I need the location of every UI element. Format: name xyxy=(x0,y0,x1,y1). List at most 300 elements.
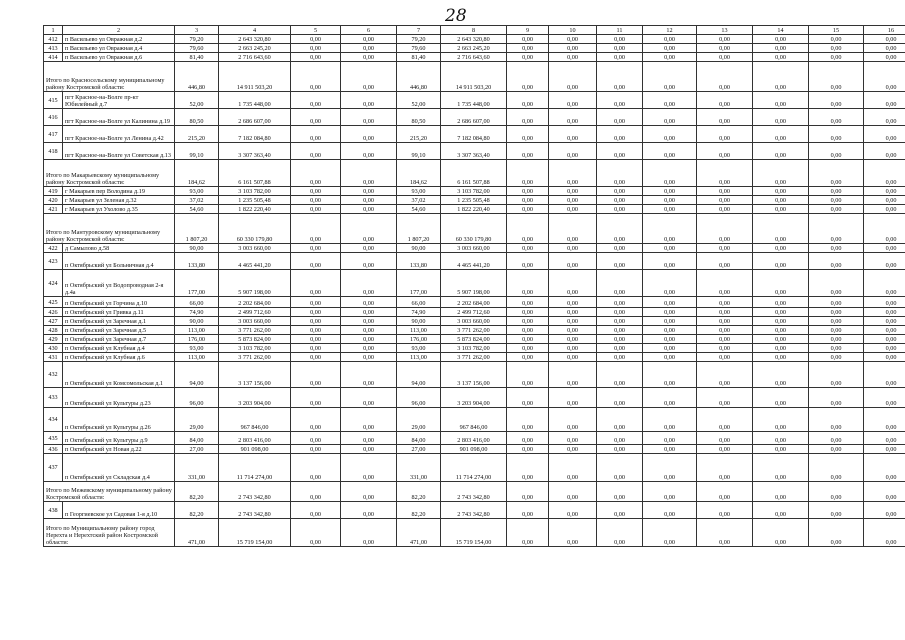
table-cell: 0,00 xyxy=(597,92,643,109)
table-cell: 0,00 xyxy=(809,502,864,519)
row-number: 422 xyxy=(44,244,63,253)
table-cell: 0,00 xyxy=(864,297,905,308)
table-cell: 0,00 xyxy=(809,519,864,547)
table-cell: 1 735 448,00 xyxy=(441,92,507,109)
table-cell: 0,00 xyxy=(864,244,905,253)
table-cell: 0,00 xyxy=(864,317,905,326)
table-cell: 5 907 198,00 xyxy=(219,270,291,297)
table-cell: 0,00 xyxy=(597,253,643,270)
column-header: 8 xyxy=(441,26,507,35)
table-cell: 80,50 xyxy=(397,109,441,126)
table-cell: 0,00 xyxy=(643,270,697,297)
table-cell: 0,00 xyxy=(549,317,597,326)
table-cell: 184,62 xyxy=(175,160,219,187)
table-cell: 1 807,20 xyxy=(397,214,441,244)
column-header: 15 xyxy=(809,26,864,35)
table-cell: 0,00 xyxy=(291,44,341,53)
table-cell: 0,00 xyxy=(549,353,597,362)
table-cell: 1 235 505,48 xyxy=(441,196,507,205)
table-cell: 0,00 xyxy=(507,109,549,126)
table-cell: 0,00 xyxy=(864,454,905,482)
table-cell: 0,00 xyxy=(549,35,597,44)
table-cell: 0,00 xyxy=(549,160,597,187)
table-cell: 4 465 441,20 xyxy=(219,253,291,270)
table-cell: 6 161 507,88 xyxy=(441,160,507,187)
address-cell: п Октябрьский ул Культуры д.9 xyxy=(63,432,175,445)
table-cell: 0,00 xyxy=(549,214,597,244)
table-cell: 15 719 154,00 xyxy=(219,519,291,547)
table-cell: 0,00 xyxy=(809,362,864,388)
table-cell: 0,00 xyxy=(597,205,643,214)
table-cell: 471,00 xyxy=(175,519,219,547)
table-cell: 0,00 xyxy=(597,344,643,353)
subtotal-row xyxy=(44,62,905,92)
address-cell: п Октябрьский ул Складская д.4 xyxy=(63,454,175,482)
table-cell: 0,00 xyxy=(753,344,809,353)
table-cell: 0,00 xyxy=(507,196,549,205)
table-cell: 4 465 441,20 xyxy=(441,253,507,270)
table-cell: 66,00 xyxy=(397,297,441,308)
column-header: 14 xyxy=(753,26,809,35)
table-cell: 54,60 xyxy=(175,205,219,214)
table-cell: 27,00 xyxy=(175,445,219,454)
table-row xyxy=(44,308,905,317)
table-cell: 0,00 xyxy=(549,362,597,388)
table-cell: 0,00 xyxy=(697,253,753,270)
row-number: 428 xyxy=(44,326,63,335)
table-cell: 0,00 xyxy=(507,317,549,326)
table-cell: 0,00 xyxy=(507,297,549,308)
table-cell: 5 873 824,00 xyxy=(219,335,291,344)
table-row xyxy=(44,270,905,297)
row-number: 417 xyxy=(44,126,63,143)
table-cell: 0,00 xyxy=(697,62,753,92)
table-cell: 0,00 xyxy=(864,362,905,388)
table-cell: 1 807,20 xyxy=(175,214,219,244)
address-cell: п Васильево ул Овражная д.4 xyxy=(63,44,175,53)
table-cell: 0,00 xyxy=(864,160,905,187)
table-cell: 96,00 xyxy=(397,388,441,408)
table-cell: 3 103 782,00 xyxy=(219,344,291,353)
table-cell: 0,00 xyxy=(864,445,905,454)
table-cell: 0,00 xyxy=(291,109,341,126)
table-cell: 0,00 xyxy=(341,270,397,297)
table-cell: 0,00 xyxy=(291,297,341,308)
table-cell: 0,00 xyxy=(864,482,905,502)
table-cell: 0,00 xyxy=(549,196,597,205)
table-cell: 0,00 xyxy=(597,35,643,44)
table-cell: 0,00 xyxy=(549,388,597,408)
table-cell: 0,00 xyxy=(341,502,397,519)
table-cell: 0,00 xyxy=(549,187,597,196)
row-number: 437 xyxy=(44,454,63,482)
table-cell: 0,00 xyxy=(697,408,753,432)
table-cell: 113,00 xyxy=(175,326,219,335)
table-cell: 0,00 xyxy=(864,62,905,92)
address-cell: п Васильево ул Овражная д.2 xyxy=(63,35,175,44)
table-cell: 0,00 xyxy=(809,126,864,143)
table-cell: 0,00 xyxy=(597,214,643,244)
table-cell: 0,00 xyxy=(549,109,597,126)
column-header: 1 xyxy=(44,26,63,35)
table-cell: 0,00 xyxy=(549,408,597,432)
table-cell: 0,00 xyxy=(643,187,697,196)
table-cell: 79,20 xyxy=(175,35,219,44)
table-cell: 0,00 xyxy=(341,196,397,205)
table-cell: 0,00 xyxy=(809,482,864,502)
table-cell: 0,00 xyxy=(697,196,753,205)
table-cell: 0,00 xyxy=(643,344,697,353)
table-cell: 3 307 363,40 xyxy=(219,143,291,160)
table-cell: 0,00 xyxy=(341,388,397,408)
table-cell: 0,00 xyxy=(597,408,643,432)
table-cell: 0,00 xyxy=(341,109,397,126)
table-cell: 0,00 xyxy=(753,35,809,44)
table-cell: 0,00 xyxy=(809,109,864,126)
table-cell: 0,00 xyxy=(753,270,809,297)
table-row xyxy=(44,109,905,126)
table-row xyxy=(44,297,905,308)
table-cell: 446,80 xyxy=(175,62,219,92)
table-cell: 37,02 xyxy=(175,196,219,205)
table-cell: 96,00 xyxy=(175,388,219,408)
table-cell: 0,00 xyxy=(753,143,809,160)
table-cell: 0,00 xyxy=(291,35,341,44)
table-cell: 0,00 xyxy=(864,388,905,408)
row-number: 429 xyxy=(44,335,63,344)
column-header: 7 xyxy=(397,26,441,35)
table-cell: 2 643 320,80 xyxy=(441,35,507,44)
address-cell: п Октябрьский ул Гривка д.11 xyxy=(63,308,175,317)
row-number: 435 xyxy=(44,432,63,445)
table-cell: 0,00 xyxy=(697,317,753,326)
table-cell: 2 743 342,80 xyxy=(441,502,507,519)
table-cell: 0,00 xyxy=(643,214,697,244)
table-cell: 0,00 xyxy=(507,205,549,214)
table-row xyxy=(44,317,905,326)
table-cell: 0,00 xyxy=(809,53,864,62)
table-cell: 2 499 712,60 xyxy=(441,308,507,317)
table-cell: 0,00 xyxy=(643,519,697,547)
table-cell: 0,00 xyxy=(549,126,597,143)
table-cell: 0,00 xyxy=(597,143,643,160)
table-cell: 2 499 712,60 xyxy=(219,308,291,317)
table-cell: 901 098,00 xyxy=(441,445,507,454)
table-cell: 0,00 xyxy=(864,308,905,317)
table-cell: 0,00 xyxy=(643,253,697,270)
table-cell: 79,60 xyxy=(397,44,441,53)
table-cell: 3 003 660,00 xyxy=(219,317,291,326)
table-cell: 0,00 xyxy=(549,432,597,445)
table-cell: 0,00 xyxy=(507,482,549,502)
table-cell: 0,00 xyxy=(597,187,643,196)
table-cell: 0,00 xyxy=(341,362,397,388)
table-row xyxy=(44,388,905,408)
table-cell: 0,00 xyxy=(341,53,397,62)
row-number: 432 xyxy=(44,362,63,388)
table-cell: 3 137 156,00 xyxy=(441,362,507,388)
table-cell: 0,00 xyxy=(864,205,905,214)
table-cell: 133,80 xyxy=(397,253,441,270)
table-cell: 0,00 xyxy=(597,126,643,143)
table-cell: 0,00 xyxy=(809,388,864,408)
row-number: 413 xyxy=(44,44,63,53)
column-header: 9 xyxy=(507,26,549,35)
table-cell: 0,00 xyxy=(809,270,864,297)
table-cell: 0,00 xyxy=(291,502,341,519)
table-cell: 0,00 xyxy=(507,92,549,109)
table-cell: 0,00 xyxy=(549,244,597,253)
table-cell: 60 330 179,80 xyxy=(219,214,291,244)
table-cell: 2 716 643,60 xyxy=(441,53,507,62)
table-cell: 0,00 xyxy=(753,253,809,270)
table-row xyxy=(44,335,905,344)
subtotal-label: Итого по Макарьевскому муниципальному району Костромской области: xyxy=(44,160,175,187)
table-cell: 0,00 xyxy=(643,408,697,432)
table-cell: 0,00 xyxy=(341,62,397,92)
table-cell: 113,00 xyxy=(175,353,219,362)
table-cell: 0,00 xyxy=(809,160,864,187)
table-cell: 81,40 xyxy=(175,53,219,62)
table-cell: 0,00 xyxy=(291,388,341,408)
table-cell: 0,00 xyxy=(864,326,905,335)
table-cell: 0,00 xyxy=(597,160,643,187)
table-cell: 0,00 xyxy=(697,388,753,408)
table-cell: 99,10 xyxy=(175,143,219,160)
subtotal-label: Итого по Мантуровскому муниципальному району Костромской области: xyxy=(44,214,175,244)
table-cell: 471,00 xyxy=(397,519,441,547)
table-cell: 0,00 xyxy=(809,62,864,92)
table-cell: 0,00 xyxy=(809,445,864,454)
table-cell: 0,00 xyxy=(697,502,753,519)
table-cell: 0,00 xyxy=(643,362,697,388)
table-cell: 0,00 xyxy=(597,196,643,205)
table-row xyxy=(44,244,905,253)
table-cell: 14 911 503,20 xyxy=(219,62,291,92)
table-cell: 54,60 xyxy=(397,205,441,214)
table-cell: 176,00 xyxy=(397,335,441,344)
table-cell: 184,62 xyxy=(397,160,441,187)
table-cell: 0,00 xyxy=(864,519,905,547)
row-number: 431 xyxy=(44,353,63,362)
table-cell: 0,00 xyxy=(507,353,549,362)
table-cell: 0,00 xyxy=(341,297,397,308)
table-cell: 0,00 xyxy=(643,326,697,335)
table-cell: 3 103 782,00 xyxy=(441,344,507,353)
table-cell: 0,00 xyxy=(341,454,397,482)
table-cell: 0,00 xyxy=(549,326,597,335)
table-cell: 0,00 xyxy=(697,432,753,445)
table-cell: 29,00 xyxy=(397,408,441,432)
table-cell: 0,00 xyxy=(549,62,597,92)
table-row xyxy=(44,408,905,432)
table-cell: 0,00 xyxy=(507,432,549,445)
table-cell: 113,00 xyxy=(397,326,441,335)
table-cell: 0,00 xyxy=(864,187,905,196)
table-cell: 0,00 xyxy=(549,44,597,53)
table-cell: 0,00 xyxy=(291,53,341,62)
table-cell: 0,00 xyxy=(643,109,697,126)
table-cell: 0,00 xyxy=(341,205,397,214)
table-row xyxy=(44,344,905,353)
row-number: 419 xyxy=(44,187,63,196)
table-cell: 0,00 xyxy=(507,445,549,454)
table-cell: 0,00 xyxy=(753,205,809,214)
address-cell: п Октябрьский ул Новая д.22 xyxy=(63,445,175,454)
table-cell: 0,00 xyxy=(753,502,809,519)
table-cell: 0,00 xyxy=(643,62,697,92)
subtotal-label: Итого по Муниципальному району город Нерехта и Нерехтский район Костромской области: xyxy=(44,519,175,547)
table-cell: 0,00 xyxy=(753,109,809,126)
table-cell: 0,00 xyxy=(643,44,697,53)
table-cell: 0,00 xyxy=(597,297,643,308)
table-cell: 1 235 505,48 xyxy=(219,196,291,205)
table-cell: 0,00 xyxy=(291,408,341,432)
table-cell: 0,00 xyxy=(697,35,753,44)
table-cell: 0,00 xyxy=(753,214,809,244)
table-cell: 0,00 xyxy=(549,482,597,502)
column-header: 10 xyxy=(549,26,597,35)
table-cell: 0,00 xyxy=(697,126,753,143)
table-cell: 967 846,00 xyxy=(219,408,291,432)
table-cell: 0,00 xyxy=(809,214,864,244)
subtotal-row xyxy=(44,160,905,187)
table-cell: 0,00 xyxy=(809,187,864,196)
table-cell: 0,00 xyxy=(341,126,397,143)
table-cell: 0,00 xyxy=(697,205,753,214)
table-cell: 0,00 xyxy=(597,317,643,326)
table-cell: 0,00 xyxy=(643,205,697,214)
table-cell: 0,00 xyxy=(549,502,597,519)
table-cell: 0,00 xyxy=(809,408,864,432)
table-cell: 3 103 782,00 xyxy=(219,187,291,196)
table-cell: 66,00 xyxy=(175,297,219,308)
table-cell: 0,00 xyxy=(809,205,864,214)
table-cell: 84,00 xyxy=(175,432,219,445)
table-row xyxy=(44,187,905,196)
table-cell: 99,10 xyxy=(397,143,441,160)
table-cell: 0,00 xyxy=(809,335,864,344)
table-cell: 0,00 xyxy=(291,317,341,326)
table-cell: 0,00 xyxy=(697,53,753,62)
table-cell: 0,00 xyxy=(809,143,864,160)
subtotal-row xyxy=(44,519,905,547)
table-cell: 0,00 xyxy=(753,244,809,253)
table-cell: 0,00 xyxy=(809,297,864,308)
row-number: 421 xyxy=(44,205,63,214)
table-cell: 0,00 xyxy=(549,253,597,270)
table-row xyxy=(44,353,905,362)
table-cell: 0,00 xyxy=(809,326,864,335)
table-row xyxy=(44,196,905,205)
table-cell: 0,00 xyxy=(341,445,397,454)
table-cell: 0,00 xyxy=(291,244,341,253)
table-cell: 0,00 xyxy=(597,519,643,547)
table-cell: 2 803 416,00 xyxy=(219,432,291,445)
address-cell: г Макарьев ул Ухолово д.35 xyxy=(63,205,175,214)
table-cell: 0,00 xyxy=(597,109,643,126)
table-cell: 0,00 xyxy=(291,92,341,109)
address-cell: г Макарьев пер Володина д.19 xyxy=(63,187,175,196)
row-number: 433 xyxy=(44,388,63,408)
table-cell: 0,00 xyxy=(341,335,397,344)
table-cell: 79,60 xyxy=(175,44,219,53)
table-cell: 0,00 xyxy=(291,160,341,187)
table-cell: 3 771 262,00 xyxy=(219,353,291,362)
table-cell: 0,00 xyxy=(753,126,809,143)
row-number: 426 xyxy=(44,308,63,317)
table-cell: 0,00 xyxy=(643,335,697,344)
table-cell: 0,00 xyxy=(864,92,905,109)
row-number: 430 xyxy=(44,344,63,353)
table-cell: 2 686 607,00 xyxy=(441,109,507,126)
row-number: 436 xyxy=(44,445,63,454)
table-cell: 0,00 xyxy=(291,344,341,353)
table-cell: 0,00 xyxy=(597,482,643,502)
table-cell: 0,00 xyxy=(597,326,643,335)
table-cell: 0,00 xyxy=(341,353,397,362)
table-cell: 0,00 xyxy=(864,35,905,44)
table-cell: 0,00 xyxy=(753,445,809,454)
table-cell: 2 686 607,00 xyxy=(219,109,291,126)
table-cell: 0,00 xyxy=(697,297,753,308)
table-cell: 52,00 xyxy=(397,92,441,109)
row-number: 423 xyxy=(44,253,63,270)
address-cell: п Октябрьский ул Заречная д.7 xyxy=(63,335,175,344)
table-cell: 0,00 xyxy=(864,335,905,344)
address-cell: пгт Красное-на-Волге ул Ленина д.42 xyxy=(63,126,175,143)
table-cell: 0,00 xyxy=(864,408,905,432)
table-cell: 6 161 507,88 xyxy=(219,160,291,187)
table-cell: 0,00 xyxy=(291,335,341,344)
table-cell: 0,00 xyxy=(697,44,753,53)
table-cell: 0,00 xyxy=(597,353,643,362)
table-cell: 0,00 xyxy=(697,308,753,317)
table-cell: 0,00 xyxy=(697,519,753,547)
table-cell: 0,00 xyxy=(697,326,753,335)
table-cell: 0,00 xyxy=(809,244,864,253)
table-cell: 82,20 xyxy=(397,482,441,502)
table-cell: 0,00 xyxy=(549,297,597,308)
table-cell: 3 137 156,00 xyxy=(219,362,291,388)
table-cell: 0,00 xyxy=(643,92,697,109)
table-cell: 0,00 xyxy=(697,344,753,353)
table-row xyxy=(44,502,905,519)
table-cell: 2 663 245,20 xyxy=(441,44,507,53)
table-cell: 93,00 xyxy=(175,187,219,196)
table-cell: 0,00 xyxy=(549,92,597,109)
table-cell: 0,00 xyxy=(753,335,809,344)
table-cell: 3 771 262,00 xyxy=(441,353,507,362)
table-cell: 0,00 xyxy=(597,308,643,317)
table-cell: 0,00 xyxy=(507,388,549,408)
table-cell: 94,00 xyxy=(397,362,441,388)
column-header: 4 xyxy=(219,26,291,35)
table-cell: 3 003 660,00 xyxy=(441,317,507,326)
table-cell: 2 202 684,00 xyxy=(441,297,507,308)
table-cell: 0,00 xyxy=(341,344,397,353)
table-cell: 0,00 xyxy=(643,143,697,160)
table-cell: 0,00 xyxy=(549,270,597,297)
table-cell: 177,00 xyxy=(175,270,219,297)
column-header: 13 xyxy=(697,26,753,35)
table-cell: 0,00 xyxy=(753,454,809,482)
table-cell: 0,00 xyxy=(753,297,809,308)
table-cell: 331,00 xyxy=(175,454,219,482)
address-cell: п Васильево ул Овражная д.6 xyxy=(63,53,175,62)
table-cell: 0,00 xyxy=(753,317,809,326)
table-cell: 0,00 xyxy=(643,160,697,187)
